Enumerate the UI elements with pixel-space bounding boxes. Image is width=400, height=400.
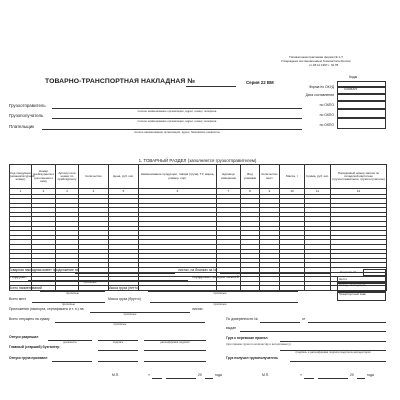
goods-cell[interactable] [56, 286, 79, 291]
continuation-line[interactable] [75, 273, 175, 274]
goods-cell[interactable] [260, 286, 280, 291]
payer-caption: полное наименование организации, адрес, банковские реквизиты [134, 130, 220, 134]
payer-okpo-box[interactable] [337, 118, 386, 129]
transport-label: Транспортный знак [339, 292, 366, 296]
goods-cell[interactable] [280, 286, 305, 291]
col-number: 11 [305, 189, 331, 195]
title-number-line [186, 86, 236, 87]
year-suffix: года [215, 373, 222, 377]
date-day-line[interactable] [152, 378, 162, 379]
date-box[interactable] [337, 94, 386, 101]
col-mass: Масса, т [280, 165, 305, 189]
consignee-caption: полное наименование организации, адрес, номер телефона [137, 119, 217, 123]
markup-label: Наценка, % [340, 270, 357, 274]
records-label: порядковых номеров записей [192, 275, 239, 279]
words-caption-7: прописью [113, 322, 127, 326]
col-number: 7 [217, 189, 241, 195]
gross-mass-label: Масса груза (брутто) [108, 297, 141, 301]
goods-cell[interactable] [241, 286, 260, 291]
stamp-label-2: М.П. [262, 373, 270, 377]
cargo-accepted-sub: (при приеме груза по количеству и ассортименту) [226, 342, 291, 346]
col-number: 2 [32, 189, 56, 195]
col-number: 8 [241, 189, 260, 195]
codes-label: Коды [349, 75, 358, 79]
series-label: Серия 22 ВМ [246, 80, 274, 85]
col-number: 5 [109, 189, 139, 195]
goods-header-row [10, 165, 387, 189]
col-number: 12 [331, 189, 387, 195]
proxy-number-line[interactable] [260, 322, 300, 323]
year-line-2[interactable] [357, 378, 365, 379]
sheets2-label: листах [192, 307, 203, 311]
total-names-label: Всего наименований [9, 286, 42, 290]
col-product-code: Код продукции (номенклатурный номер) [10, 165, 32, 189]
document-title: ТОВАРНО-ТРАНСПОРТНАЯ НАКЛАДНАЯ № [45, 78, 196, 85]
col-article: Артикул или номер по прейскуранту [56, 165, 79, 189]
date-open-quote: « [148, 373, 150, 377]
issued-label: выдан [226, 326, 236, 330]
shipper-okpo-box[interactable] [337, 101, 386, 109]
date-day-line-2[interactable] [304, 378, 314, 379]
col-number: 4 [79, 189, 109, 195]
year-prefix: 20 [198, 373, 202, 377]
chief-accountant-label: Главный (старший) бухгалтер [9, 345, 60, 349]
goods-row [10, 286, 387, 291]
col-number: 3 [56, 189, 79, 195]
col-price: Цена, руб. коп. [109, 165, 139, 189]
date-month-line-2[interactable] [318, 378, 348, 379]
year-prefix-2: 20 [350, 373, 354, 377]
stamp-label: М.П. [112, 373, 120, 377]
driver-caption: (подпись и расшифровка подписи водителя-экспедитора) [295, 350, 371, 354]
shipper-caption: полное наименование организации, адрес, номер телефона [137, 109, 217, 113]
year-suffix-2: года [367, 373, 374, 377]
words-caption-6: прописью [123, 312, 137, 316]
sheets-line[interactable] [220, 273, 330, 274]
col-number: 10 [280, 189, 305, 195]
released-by-label: Отпуск груза произвел [9, 356, 48, 360]
consignee-okpo-box[interactable] [337, 109, 386, 118]
continuation-label: Товарная накладная имеет продолжение на [9, 268, 79, 272]
release-permitted-label: Отпуск разрешил [9, 335, 39, 339]
goods-cell[interactable] [217, 286, 241, 291]
proxy-from-label: от [302, 317, 306, 321]
approval-line-2: Утверждена постановлением Госкомстата России [281, 59, 351, 63]
goods-section-title: 1. ТОВАРНЫЙ РАЗДЕЛ (заполняется грузоотправителем) [138, 158, 257, 163]
cargo-received-line[interactable] [290, 361, 386, 362]
col-packaging: Вид упаковки [241, 165, 260, 189]
attachments-label: Приложения (паспорта, сертификаты и т. п.) на [9, 307, 84, 311]
payer-label: Плательщик [9, 124, 35, 129]
goods-cell[interactable] [305, 286, 331, 291]
col-product-name: Наименование продукции, товара (груза), ТУ, марка, размер, сорт [139, 165, 217, 189]
markup-box[interactable] [363, 269, 386, 276]
col-quantity: Количество [79, 165, 109, 189]
cargo-accepted-label: Груз к перевозке принял [226, 336, 268, 340]
sum-label: Всего отпущено на сумму [9, 317, 50, 321]
col-number: 9 [260, 189, 280, 195]
cargo-received-label: Груз получил грузополучатель [226, 356, 279, 360]
approval-line-3: от 28.11.1997 г. № 78 [309, 63, 339, 67]
date-open-quote-2: « [300, 373, 302, 377]
goods-cell[interactable] [139, 286, 217, 291]
proxy-label: По доверенности № [226, 317, 258, 321]
released-position-line[interactable] [52, 361, 92, 362]
letter-label: Нетто [339, 277, 348, 281]
position-caption: должность [63, 340, 77, 344]
words-caption-4: прописью [62, 302, 75, 306]
cargo-accepted-line[interactable] [280, 341, 386, 342]
col-sum: Сумма, руб. коп. [305, 165, 331, 189]
released-signature-line[interactable] [98, 361, 138, 362]
shipper-label: Грузоотправитель [9, 103, 46, 108]
date-month-line[interactable] [166, 378, 196, 379]
accountant-decoding-line[interactable] [144, 350, 206, 351]
proxy-date-line[interactable] [308, 322, 386, 323]
payer-okpo-label: по ОКПО [319, 123, 334, 127]
words-caption-3: прописью [213, 291, 227, 295]
accountant-signature-line[interactable] [98, 350, 138, 351]
released-decoding-line[interactable] [144, 361, 206, 362]
consignee-label: Грузополучатель [9, 113, 44, 118]
col-price-list-number: Номер прейскуранта и дополнения к нему [32, 165, 56, 189]
col-number: 1 [10, 189, 32, 195]
okud-label: Форма по ОКУД [308, 85, 334, 89]
col-record-number: Порядковый номер записи по складской картотеке (грузоотправителю, грузополучателю) [331, 165, 387, 189]
shipper-okpo-label: по ОКПО [319, 103, 334, 107]
places-label: Всего мест [9, 297, 27, 301]
approval-line-1: Типовая межотраслевая форма № 1-Т [289, 55, 343, 59]
issued-line[interactable] [240, 331, 386, 332]
col-unit: Единица измерения [217, 165, 241, 189]
col-places: Количество мест [260, 165, 280, 189]
consignee-okpo-label: по ОКПО [319, 113, 334, 117]
date-label: Дата составления [305, 93, 334, 97]
sheets-label: листах, на бланках за № [178, 268, 217, 272]
year-line[interactable] [205, 378, 213, 379]
col-number: 6 [139, 189, 217, 195]
okud-value: 0345009 [344, 87, 358, 91]
words-caption-2: прописью [66, 291, 79, 295]
decoding-caption: расшифровка подписи [160, 340, 190, 344]
contains-label: и содержит [9, 275, 27, 279]
warehouse-label: Склад, экспедиция [339, 283, 366, 287]
signature-caption: подпись [112, 340, 124, 344]
words-caption-5: прописью [213, 302, 227, 306]
words-caption: прописью [83, 280, 97, 284]
net-mass-label: Масса груза (нетто) [108, 286, 139, 290]
goods-cell[interactable] [79, 286, 109, 291]
